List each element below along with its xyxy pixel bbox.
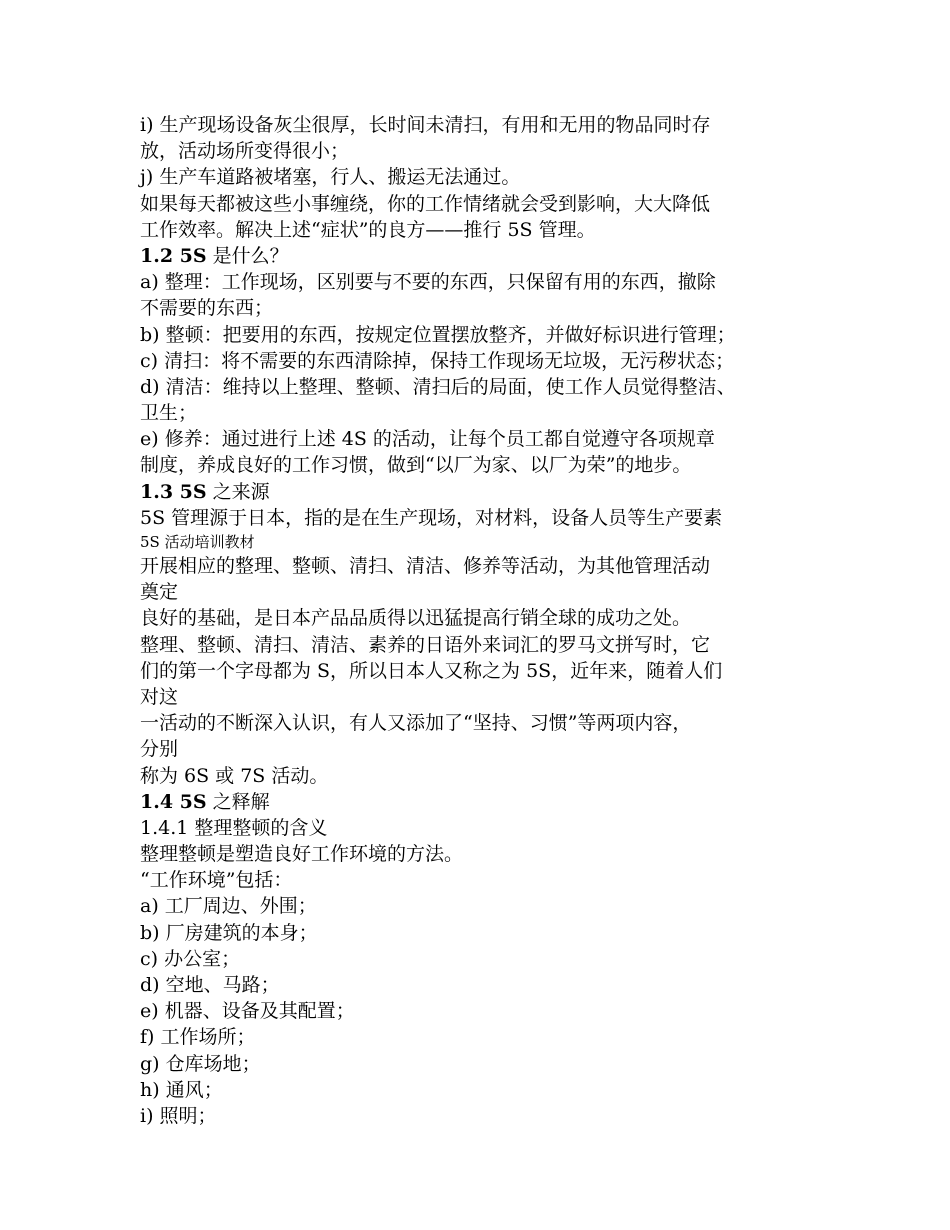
section-heading-1-4 <box>140 789 812 815</box>
list-item: a) 工厂周边、外围； <box>140 895 317 918</box>
text-line: 一活动的不断深入认识，有人又添加了“坚持、习惯”等两项内容， <box>140 712 692 735</box>
section-heading-1-2 <box>140 243 812 269</box>
text-line: 对这 <box>140 685 179 708</box>
running-header: 5S 活动培训教材 <box>140 533 255 551</box>
subsection-heading: 1.4.1 整理整顿的含义 <box>140 816 328 839</box>
text-line: 整理整顿是塑造良好工作环境的方法。 <box>140 843 464 866</box>
text-line: 们的第一个字母都为 S，所以日本人又称之为 5S，近年来，随着人们 <box>140 659 723 682</box>
text-line: b) 整顿：把要用的东西，按规定位置摆放整齐，并做好标识进行管理； <box>140 323 736 346</box>
document-body <box>140 112 812 1129</box>
text-line: 卫生； <box>140 402 198 425</box>
list-item: f) 工作场所； <box>140 1026 256 1049</box>
list-item: h) 通风； <box>140 1078 223 1101</box>
text-line: 良好的基础，是日本产品品质得以迅猛提高行销全球的成功之处。 <box>140 607 692 630</box>
text-line: “工作环境”包括： <box>140 869 293 892</box>
section-title: 之释解 <box>206 790 270 813</box>
list-item: b) 厂房建筑的本身； <box>140 921 318 944</box>
section-number: 1.2 5S <box>140 244 207 267</box>
text-line: 奠定 <box>140 581 179 604</box>
text-line: 5S 管理源于日本，指的是在生产现场，对材料，设备人员等生产要素 <box>140 506 723 529</box>
text-line: 放，活动场所变得很小； <box>140 140 350 163</box>
list-item: e) 机器、设备及其配置； <box>140 1000 355 1023</box>
text-line: 如果每天都被这些小事缠绕，你的工作情绪就会受到影响，大大降低 <box>140 192 711 215</box>
section-number: 1.3 5S <box>140 480 207 503</box>
section-title: 之来源 <box>206 480 270 503</box>
text-line: j) 生产车道路被堵塞，行人、搬运无法通过。 <box>140 166 521 189</box>
text-line: e) 修养：通过进行上述 4S 的活动，让每个员工都自觉遵守各项规章 <box>140 428 715 451</box>
text-line: c) 清扫：将不需要的东西清除掉，保持工作现场无垃圾，无污秽状态； <box>140 349 735 372</box>
list-item: i) 照明； <box>140 1104 217 1127</box>
text-line: i) 生产现场设备灰尘很厚，长时间未清扫，有用和无用的物品同时存 <box>140 114 711 136</box>
section-heading-1-3 <box>140 479 812 505</box>
text-line: 不需要的东西； <box>140 297 274 320</box>
text-line: a) 整理：工作现场，区别要与不要的东西，只保留有用的东西，撤除 <box>140 271 716 294</box>
section-number: 1.4 5S <box>140 790 207 813</box>
text-line: 开展相应的整理、整顿、清扫、清洁、修养等活动，为其他管理活动 <box>140 555 711 577</box>
text-line: 整理、整顿、清扫、清洁、素养的日语外来词汇的罗马文拼写时，它 <box>140 633 711 656</box>
list-item: g) 仓库场地； <box>140 1052 261 1075</box>
text-line: d) 清洁：维持以上整理、整顿、清扫后的局面，使工作人员觉得整洁、 <box>140 375 736 398</box>
text-line: 分别 <box>140 738 179 761</box>
text-line: 称为 6S 或 7S 活动。 <box>140 764 329 787</box>
list-item: d) 空地、马路； <box>140 974 280 996</box>
section-title: 是什么？ <box>206 244 289 267</box>
text-line: 制度，养成良好的工作习惯，做到“以厂为家、以厂为荣”的地步。 <box>140 454 692 477</box>
list-item: c) 办公室； <box>140 947 241 970</box>
text-line: 工作效率。解决上述“症状”的良方——推行 5S 管理。 <box>140 218 596 241</box>
